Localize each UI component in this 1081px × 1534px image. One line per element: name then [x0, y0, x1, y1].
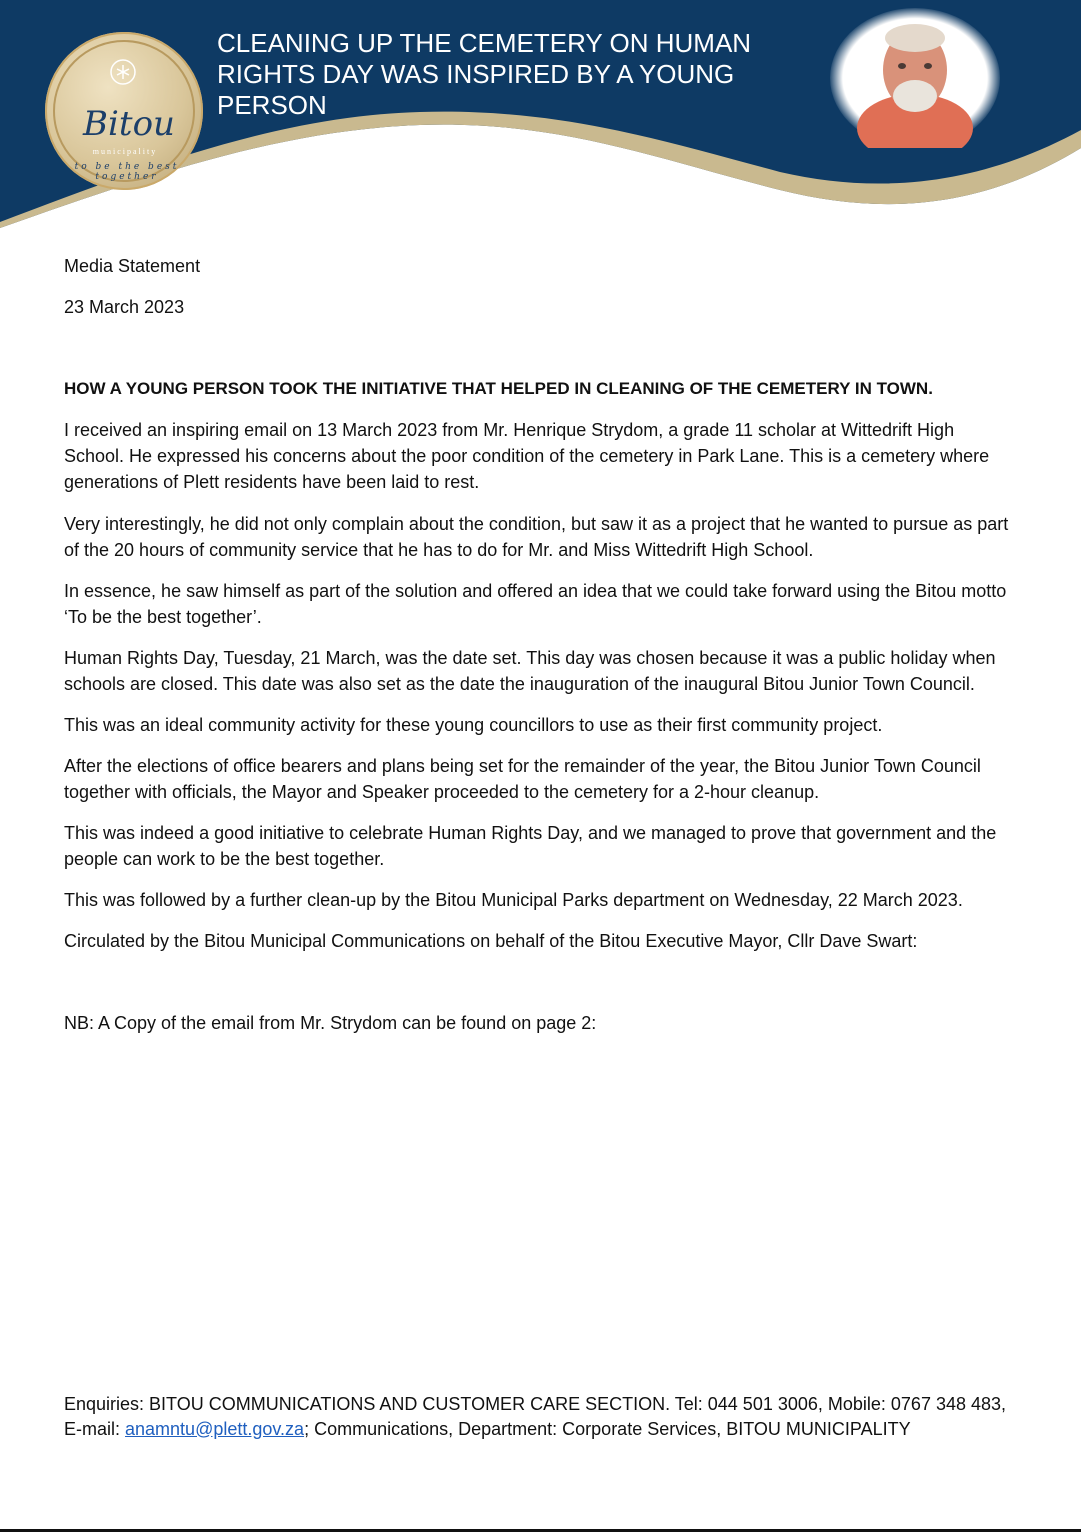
- footer-department-text: ; Communications, Department: Corporate Services, BITOU MUNICIPALITY: [304, 1418, 911, 1439]
- paragraph: This was followed by a further clean-up by the Bitou Municipal Parks department on Wednesday, 22 March 2023.: [64, 890, 963, 910]
- logo-subtitle: municipality: [92, 147, 158, 156]
- paragraph: This was indeed a good initiative to celebrate Human Rights Day, and we managed to prove that government and the people can work to be the best together.: [64, 823, 997, 869]
- paragraph: Circulated by the Bitou Municipal Communications on behalf of the Bitou Executive Mayor, Cllr Dave Swart:: [64, 931, 918, 951]
- portrait-photo: [830, 8, 1000, 148]
- footer-contact-text: Enquiries: BITOU COMMUNICATIONS AND CUSTOMER CARE SECTION. Tel: 044 501 3006, Mobile: 0767 348 483, E-mail:: [64, 1394, 1007, 1439]
- logo-wordmark: Bitou: [83, 104, 175, 144]
- logo-motto: to be the best together: [74, 162, 180, 182]
- statement-date: 23 March 2023: [64, 297, 185, 317]
- email-link[interactable]: anamntu@plett.gov.za: [125, 1418, 305, 1439]
- page-header: [0, 0, 1081, 240]
- paragraph: Human Rights Day, Tuesday, 21 March, was the date set. This day was chosen because it was a public holiday when schools are closed. This date was also set as the date the inauguration of the inaugural Bitou Junior Town Council.: [64, 648, 996, 694]
- paragraph: I received an inspiring email on 13 March 2023 from Mr. Henrique Strydom, a grade 11 scholar at Wittedrift High School. He expressed his concerns about the poor condition of the cemetery in Park Lane. This is a cemetery where generations of Plett residents have been laid to rest.: [64, 420, 990, 492]
- paragraph: In essence, he saw himself as part of the solution and offered an idea that we could take forward using the Bitou motto ‘To be the best together’.: [64, 581, 1007, 627]
- headline: CLEANING UP THE CEMETERY ON HUMAN RIGHTS DAY WAS INSPIRED BY A YOUNG PERSON: [217, 28, 752, 120]
- bottom-rule: [0, 1529, 1081, 1532]
- paragraph: Very interestingly, he did not only complain about the condition, but saw it as a project that he wanted to pursue as part of the 20 hours of community service that he has to do for Mr. and Miss Wittedrift High School.: [64, 514, 1009, 560]
- mayor-portrait: [830, 8, 1000, 148]
- paragraph: This was an ideal community activity for these young councillors to use as their first community project.: [64, 715, 883, 735]
- enquiries-footer: [64, 1392, 1014, 1441]
- article-title: HOW A YOUNG PERSON TOOK THE INITIATIVE THAT HELPED IN CLEANING OF THE CEMETERY IN TOWN.: [64, 379, 933, 398]
- bitou-logo: [45, 32, 203, 190]
- nb-note: NB: A Copy of the email from Mr. Strydom can be found on page 2:: [64, 1013, 597, 1033]
- statement-type: Media Statement: [64, 256, 201, 276]
- paragraph: After the elections of office bearers and plans being set for the remainder of the year, the Bitou Junior Town Council together with officials, the Mayor and Speaker proceeded to the cemetery for a 2-hour cleanup.: [64, 756, 981, 802]
